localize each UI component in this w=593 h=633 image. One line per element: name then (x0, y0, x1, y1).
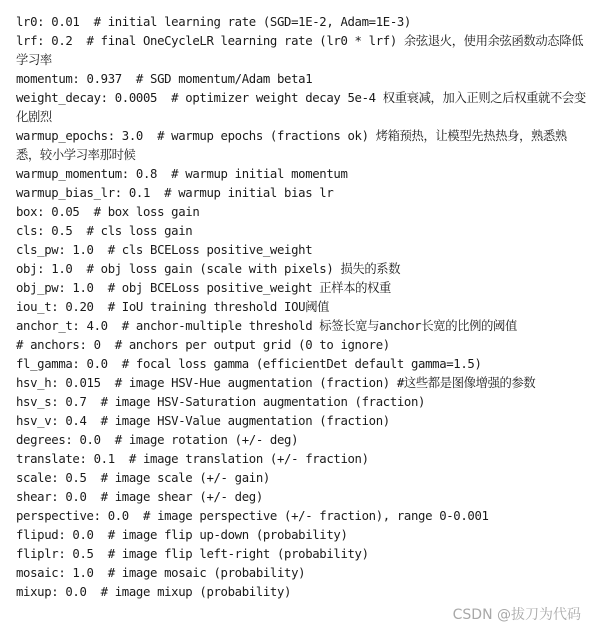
config-line-warmup-epochs: warmup_epochs: 3.0 # warmup epochs (fractions ok) 烤箱预热，让模型先热热身，熟悉熟悉，较小学习率那时候 (16, 129, 567, 162)
config-line-anchors: # anchors: 0 # anchors per output grid (0 to ignore) (16, 338, 390, 352)
config-line-fliplr: fliplr: 0.5 # image flip left-right (probability) (16, 547, 369, 561)
config-line-mixup: mixup: 0.0 # image mixup (probability) (16, 585, 292, 599)
config-line-hsv-v: hsv_v: 0.4 # image HSV-Value augmentation (fraction) (16, 414, 390, 428)
config-line-scale: scale: 0.5 # image scale (+/- gain) (16, 471, 270, 485)
config-line-momentum: momentum: 0.937 # SGD momentum/Adam beta1 (16, 72, 313, 86)
csdn-watermark: CSDN @拔刀为代码 (452, 607, 581, 623)
config-line-anchor-t: anchor_t: 4.0 # anchor-multiple threshold 标签长宽与anchor长宽的比例的阈值 (16, 319, 517, 333)
config-line-flipud: flipud: 0.0 # image flip up-down (probability) (16, 528, 348, 542)
config-line-translate: translate: 0.1 # image translation (+/- fraction) (16, 452, 369, 466)
config-line-perspective: perspective: 0.0 # image perspective (+/- fraction), range 0-0.001 (16, 509, 489, 523)
config-line-lrf: lrf: 0.2 # final OneCycleLR learning rate (lr0 * lrf) 余弦退火，使用余弦函数动态降低学习率 (16, 34, 584, 67)
config-line-iou-t: iou_t: 0.20 # IoU training threshold IOU阈值 (16, 300, 330, 314)
config-line-lr0: lr0: 0.01 # initial learning rate (SGD=1E-2, Adam=1E-3) (16, 15, 411, 29)
config-line-cls: cls: 0.5 # cls loss gain (16, 224, 193, 238)
config-line-shear: shear: 0.0 # image shear (+/- deg) (16, 490, 263, 504)
config-line-warmup-bias-lr: warmup_bias_lr: 0.1 # warmup initial bias lr (16, 186, 334, 200)
config-line-obj: obj: 1.0 # obj loss gain (scale with pixels) 损失的系数 (16, 262, 401, 276)
config-line-box: box: 0.05 # box loss gain (16, 205, 200, 219)
config-line-mosaic: mosaic: 1.0 # image mosaic (probability) (16, 566, 306, 580)
config-line-warmup-momentum: warmup_momentum: 0.8 # warmup initial momentum (16, 167, 348, 181)
config-line-cls-pw: cls_pw: 1.0 # cls BCELoss positive_weight (16, 243, 313, 257)
config-line-obj-pw: obj_pw: 1.0 # obj BCELoss positive_weight 正样本的权重 (16, 281, 391, 295)
config-line-degrees: degrees: 0.0 # image rotation (+/- deg) (16, 433, 299, 447)
config-line-fl-gamma: fl_gamma: 0.0 # focal loss gamma (efficientDet default gamma=1.5) (16, 357, 482, 371)
hyperparameter-config-text (16, 13, 586, 602)
config-line-weight-decay: weight_decay: 0.0005 # optimizer weight decay 5e-4 权重衰减，加入正则之后权重就不会变化剧烈 (16, 91, 586, 124)
config-line-hsv-h: hsv_h: 0.015 # image HSV-Hue augmentation (fraction) #这些都是图像增强的参数 (16, 376, 536, 390)
config-line-hsv-s: hsv_s: 0.7 # image HSV-Saturation augmentation (fraction) (16, 395, 426, 409)
